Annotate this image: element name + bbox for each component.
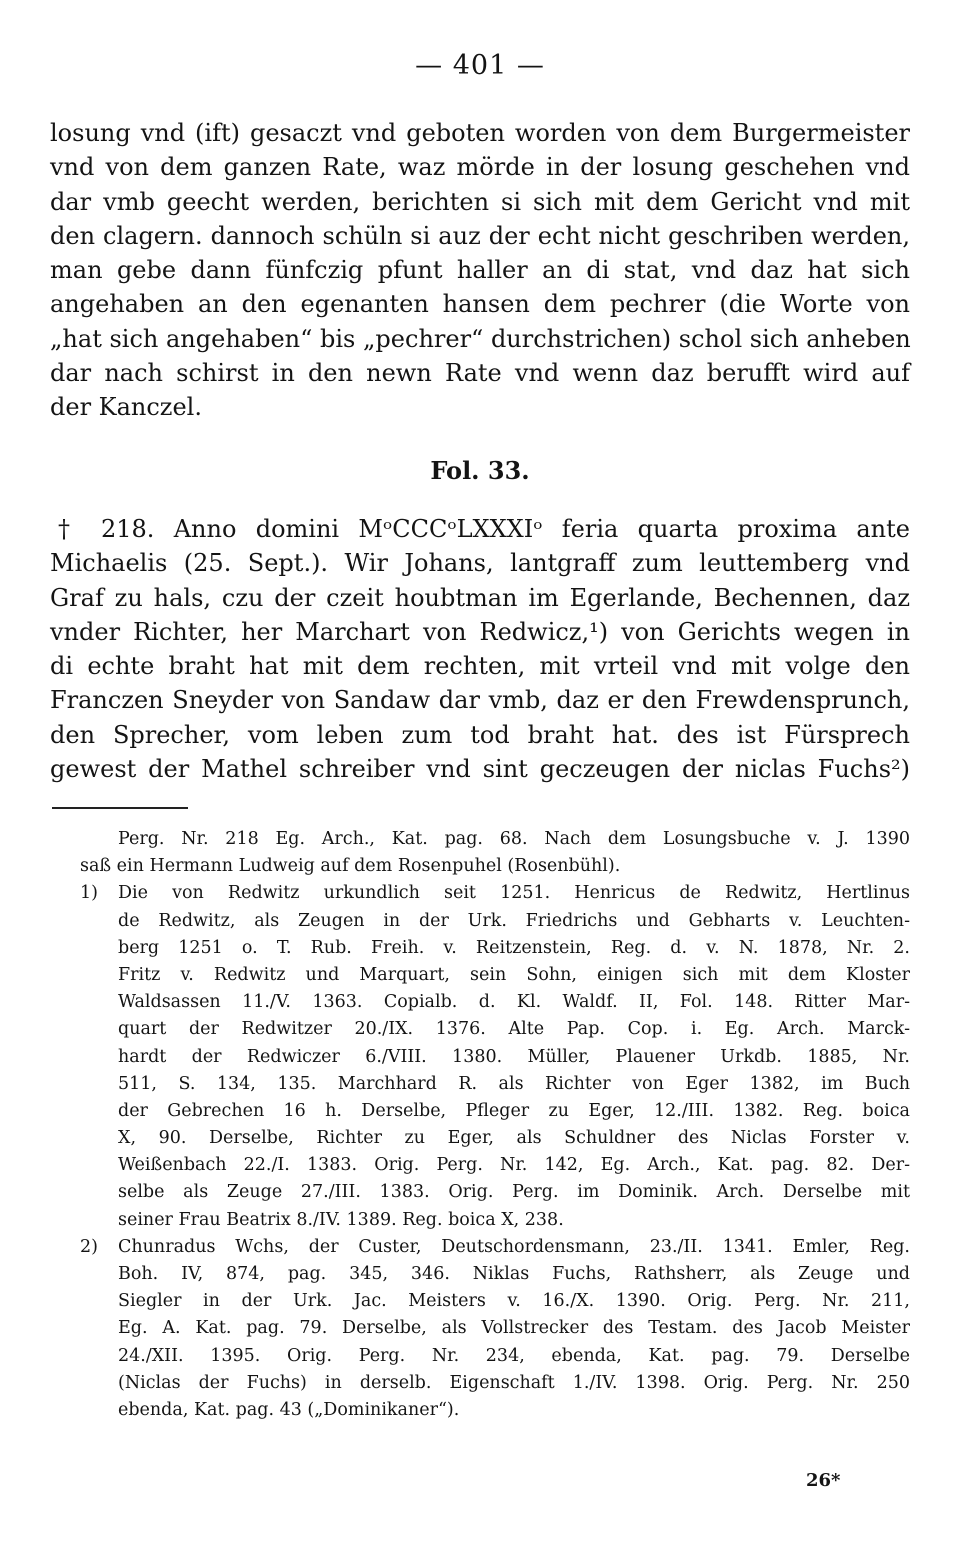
footnote-1-line: der Gebrechen 16 h. Derselbe, Pfleger zu Eger, 12./III. 1382. Reg. boica <box>118 1100 910 1121</box>
footnote-1-line: de Redwitz, als Zeugen in der Urk. Friedrichs und Gebharts v. Leuchten- <box>118 910 910 931</box>
footnote-2-line: (Niclas der Fuchs) in derselb. Eigenschaft 1./IV. 1398. Orig. Perg. Nr. 250 <box>118 1372 910 1393</box>
footnote-divider <box>52 807 188 809</box>
text-line: losung vnd (ift) gesaczt vnd geboten worden von dem Burgermeister <box>50 119 910 147</box>
footnote-1-line <box>80 880 910 907</box>
section-heading: Fol. 33. <box>430 456 530 485</box>
footnote-2-line: 24./XII. 1395. Orig. Perg. Nr. 234, ebenda, Kat. pag. 79. Derselbe <box>118 1345 910 1366</box>
footnote-text: Chunradus Wchs, der Custer, Deutschordensmann, 23./II. 1341. Emler, Reg. <box>118 1236 910 1257</box>
text-line: Franczen Sneyder von Sandaw dar vmb, daz er den Frewdensprunch, <box>50 686 910 715</box>
text-line: gewest der Mathel schreiber vnd sint geczeugen der niclas Fuchs²) <box>50 755 910 784</box>
page-number: — 401 — <box>415 50 545 81</box>
footnote-source-line: Perg. Nr. 218 Eg. Arch., Kat. pag. 68. Nach dem Losungsbuche v. J. 1390 <box>118 829 910 849</box>
text-line: di echte braht hat mit dem rechten, mit vrteil vnd mit volge den <box>50 652 910 681</box>
footnote-2-line: Siegler in der Urk. Jac. Meisters v. 16./X. 1390. Orig. Perg. Nr. 211, <box>118 1291 910 1312</box>
text-line: dar vmb geecht werden, berichten si sich mit dem Gericht vnd mit <box>50 187 910 216</box>
text-line: den clagern. dannoch schüln si auz der echt nicht geschriben werden, <box>50 221 910 250</box>
footnote-1-line: quart der Redwitzer 20./IX. 1376. Alte Pap. Cop. i. Eg. Arch. Marck- <box>118 1019 910 1040</box>
footnote-marker: 1) <box>80 883 98 904</box>
footnote-marker: 2) <box>80 1236 98 1257</box>
text-line: man gebe dann fünfczig pfunt haller an di stat, vnd daz hat sich <box>50 256 910 285</box>
footnote-text: Die von Redwitz urkundlich seit 1251. Henricus de Redwitz, Hertlinus <box>118 883 910 904</box>
text-line: Graf zu hals, czu der czeit houbtman im Egerlande, Bechennen, daz <box>50 583 910 612</box>
text-line: vnd von dem ganzen Rate, waz mörde in der losung geschehen vnd <box>50 153 910 182</box>
text-line: dar nach schirst in den newn Rate vnd wenn daz berufft wird auf <box>50 359 910 388</box>
footnote-1-line: berg 1251 o. T. Rub. Freih. v. Reitzenstein, Reg. d. v. N. 1878, Nr. 2. <box>118 937 910 958</box>
text-line: „hat sich angehaben“ bis „pechrer“ durchstrichen) schol sich anheben <box>50 324 911 353</box>
footnote-1-line: X, 90. Derselbe, Richter zu Eger, als Schuldner des Niclas Forster v. <box>118 1128 910 1149</box>
text-line: Michaelis (25. Sept.). Wir Johans, lantgraff zum leuttemberg vnd <box>50 549 910 578</box>
footnote-1-line: Weißenbach 22./I. 1383. Orig. Perg. Nr. 142, Eg. Arch., Kat. pag. 82. Der- <box>118 1155 910 1176</box>
footnote-1-line: 511, S. 134, 135. Marchhard R. als Richter von Eger 1382, im Buch <box>118 1073 910 1094</box>
paragraph-2 <box>50 512 910 786</box>
footnotes <box>80 826 910 1424</box>
footnote-1-line: Waldsassen 11./V. 1363. Copialb. d. Kl. Waldf. II, Fol. 148. Ritter Mar- <box>118 992 910 1013</box>
footnote-1-line: Fritz v. Redwitz und Marquart, sein Sohn, einigen sich mit dem Kloster <box>118 964 910 985</box>
footnote-1-line: seiner Frau Beatrix 8./IV. 1389. Reg. boica X, 238. <box>118 1209 564 1230</box>
footnote-2-line: ebenda, Kat. pag. 43 („Dominikaner“). <box>118 1399 460 1420</box>
text-line: vnder Richter, her Marchart von Redwicz,¹) von Gerichts wegen in <box>50 617 910 646</box>
text-line: der Kanczel. <box>50 393 202 422</box>
footnote-2-line: Boh. IV, 874, pag. 345, 346. Niklas Fuchs, Rathsherr, als Zeuge und <box>118 1264 910 1284</box>
paragraph-1 <box>50 116 910 425</box>
text-line: † 218. Anno domini MᵒCCCᵒLXXXIᵒ feria quarta proxima ante <box>58 515 910 543</box>
footnote-2-line: Eg. A. Kat. pag. 79. Derselbe, als Vollstrecker des Testam. des Jacob Meister <box>118 1318 910 1339</box>
footnote-source-line: saß ein Hermann Ludweig auf dem Rosenpuhel (Rosenbühl). <box>80 856 621 877</box>
text-line: den Sprecher, vom leben zum tod braht hat. des ist Fürsprech <box>50 720 910 749</box>
signature-mark: 26* <box>806 1470 841 1491</box>
footnote-1-line: hardt der Redwiczer 6./VIII. 1380. Müller, Plauener Urkdb. 1885, Nr. <box>118 1046 910 1067</box>
footnote-2-line <box>80 1234 910 1261</box>
footnote-1-line: selbe als Zeuge 27./III. 1383. Orig. Perg. im Dominik. Arch. Derselbe mit <box>118 1182 910 1203</box>
text-line: angehaben an den egenanten hansen dem pechrer (die Worte von <box>50 290 910 319</box>
